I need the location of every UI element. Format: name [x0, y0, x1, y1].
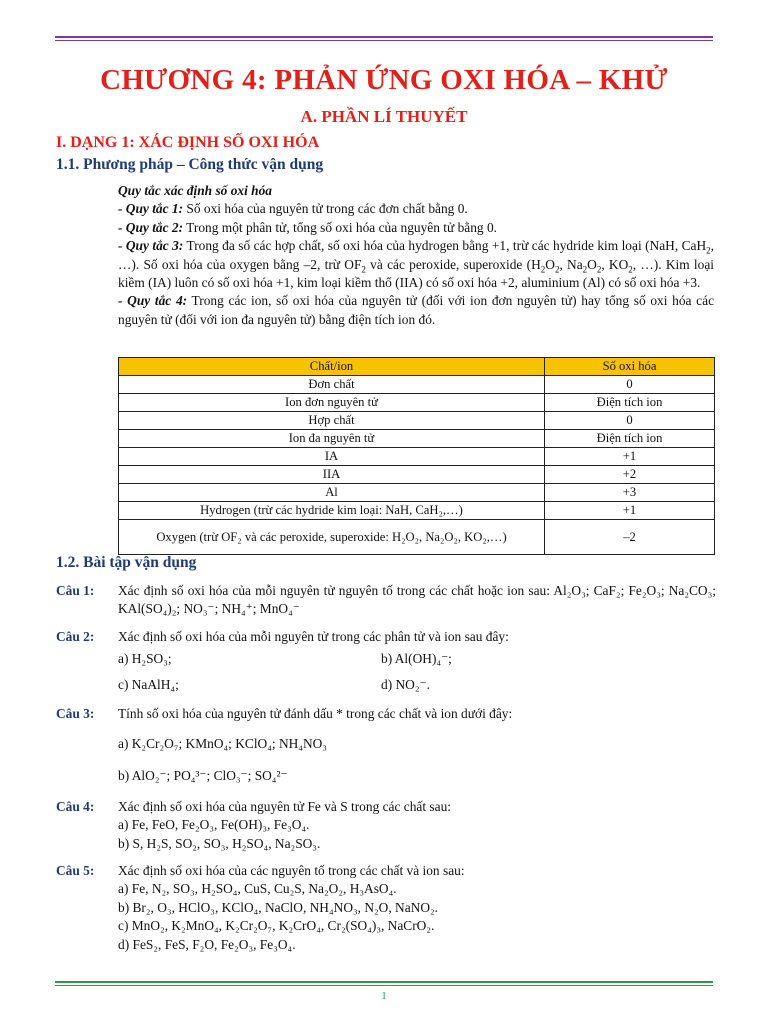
- item-c: c) MnO₂, K₂MnO₄, K₂Cr₂O₇, K₂CrO₄, Cr₂(SO₄)₃, NaCrO₂.: [118, 918, 435, 934]
- option-b: b) AlO₂⁻; PO₄³⁻; ClO₃⁻; SO₄²⁻: [118, 768, 288, 783]
- table-cell: Hydrogen (trừ các hydride kim loại: NaH, CaH₂,…): [119, 502, 545, 520]
- table-cell: Ion đa nguyên tử: [119, 430, 545, 448]
- option-b: b) Al(OH)₄⁻;: [381, 651, 452, 666]
- item-a: a) Fe, FeO, Fe₂O₃, Fe(OH)₃, Fe₃O₄.: [118, 817, 310, 833]
- page-number: 1: [381, 990, 387, 1002]
- question-text: Xác định số oxi hóa của nguyên tử Fe và S trong các chất sau:: [118, 799, 452, 814]
- question-4: [56, 798, 716, 856]
- question-text: Xác định số oxi hóa của các nguyên tố trong các chất và ion sau:: [118, 863, 465, 878]
- bottom-divider: [55, 981, 713, 986]
- rule-1: - Quy tắc 1: Số oxi hóa của nguyên tử trong các đơn chất bằng 0.: [118, 201, 468, 217]
- table-cell: Điện tích ion: [545, 430, 715, 448]
- table-header-row: [119, 358, 715, 376]
- table-cell: –2: [545, 520, 715, 555]
- table-cell: +3: [545, 484, 715, 502]
- heading-dang-1: I. DẠNG 1: XÁC ĐỊNH SỐ OXI HÓA: [56, 134, 320, 151]
- option-a: a) H₂SO₃;: [118, 651, 172, 666]
- table-row: [119, 502, 715, 520]
- rules-title: Quy tắc xác định số oxi hóa: [118, 183, 273, 198]
- oxidation-number-table: [118, 357, 715, 555]
- option-c: c) NaAlH₄;: [118, 677, 179, 692]
- table-cell: Ion đơn nguyên tử: [119, 394, 545, 412]
- table-row: [119, 376, 715, 394]
- table-cell: IIA: [119, 466, 545, 484]
- question-2: [56, 628, 716, 694]
- question-label: Câu 1:: [56, 583, 95, 598]
- question-1: [56, 582, 716, 622]
- question-5: [56, 862, 716, 962]
- question-text: Xác định số oxi hóa của mỗi nguyên tử trong các phân tử và ion sau đây:: [118, 629, 509, 644]
- question-label: Câu 2:: [56, 629, 95, 644]
- rule-2: - Quy tắc 2: Trong một phân tử, tổng số oxi hóa của nguyên tử bằng 0.: [118, 219, 498, 235]
- question-text: Tính số oxi hóa của nguyên tử đánh dấu * trong các chất và ion dưới đây:: [118, 706, 513, 721]
- heading-1-1: 1.1. Phương pháp – Công thức vận dụng: [56, 156, 324, 173]
- item-b: b) S, H₂S, SO₂, SO₃, H₂SO₄, Na₂SO₃.: [118, 835, 321, 851]
- table-cell: +1: [545, 448, 715, 466]
- table-header-cell: Chất/ion: [119, 358, 545, 376]
- section-subtitle: A. PHẦN LÍ THUYẾT: [300, 107, 468, 126]
- item-d: d) FeS₂, FeS, F₂O, Fe₂O₃, Fe₃O₄.: [118, 936, 296, 952]
- question-label: Câu 3:: [56, 706, 95, 721]
- table-row: [119, 466, 715, 484]
- table-cell: Al: [119, 484, 545, 502]
- table-row: [119, 412, 715, 430]
- table-cell: 0: [545, 412, 715, 430]
- table-header-cell: Số oxi hóa: [545, 358, 715, 376]
- table-cell: IA: [119, 448, 545, 466]
- question-label: Câu 4:: [56, 799, 95, 814]
- table-row: [119, 484, 715, 502]
- heading-1-2: 1.2. Bài tập vận dụng: [56, 554, 197, 571]
- table-cell: Đơn chất: [119, 376, 545, 394]
- chapter-title: CHƯƠNG 4: PHẢN ỨNG OXI HÓA – KHỬ: [100, 64, 668, 96]
- table-cell: Điện tích ion: [545, 394, 715, 412]
- table-row: [119, 520, 715, 555]
- table-cell: +2: [545, 466, 715, 484]
- table-row: [119, 394, 715, 412]
- rule-4: - Quy tắc 4: Trong các ion, số oxi hóa của nguyên tử (đối với ion đơn nguyên tử) hay tổng số oxi hóa các nguyên tử (đối với ion đa nguyên tử) bằng điện tích ion đó.: [118, 293, 715, 327]
- table-cell: Hợp chất: [119, 412, 545, 430]
- item-a: a) Fe, N₂, SO₃, H₂SO₄, CuS, Cu₂S, Na₂O₂, H₃AsO₄.: [118, 881, 397, 897]
- top-divider: [55, 36, 713, 41]
- table-cell: 0: [545, 376, 715, 394]
- option-d: d) NO₂⁻.: [381, 677, 430, 692]
- table-row: [119, 448, 715, 466]
- question-3: [56, 705, 716, 785]
- table-row: [119, 430, 715, 448]
- question-text: Xác định số oxi hóa của mỗi nguyên tử nguyên tố trong các chất hoặc ion sau: Al₂O₃; CaF₂; Fe₂O₃; Na₂CO₃; KAl(SO₄)₂; NO₃⁻; NH₄⁺; MnO₄⁻: [118, 583, 716, 617]
- question-label: Câu 5:: [56, 863, 95, 878]
- rule-3: - Quy tắc 3: Trong đa số các hợp chất, số oxi hóa của hydrogen bằng +1, trừ các hydride kim loại (NaH, CaH$_2$, …). Số oxi hóa của oxygen bằng –2, trừ $OF_2$ và các peroxide, superoxide ($H_2O_2$, $Na_2O_2$, $KO_2$, …). Kim loại kiềm (IA) luôn có số oxi hóa +1, kim loại kiềm thổ (IIA) có số oxi hóa +2, aluminium (Al) có số oxi hóa +3.: [118, 238, 715, 291]
- item-b: b) Br₂, O₃, HClO₃, KClO₄, NaClO, NH₄NO₃, N₂O, NaNO₂.: [118, 899, 439, 915]
- option-a: a) K₂Cr₂O₇; KMnO₄; KClO₄; NH₄NO₃: [118, 736, 327, 751]
- table-cell: +1: [545, 502, 715, 520]
- table-cell: Oxygen (trừ OF₂ và các peroxide, superoxide: H₂O₂, Na₂O₂, KO₂,…): [119, 520, 545, 555]
- rules-block: [118, 182, 714, 329]
